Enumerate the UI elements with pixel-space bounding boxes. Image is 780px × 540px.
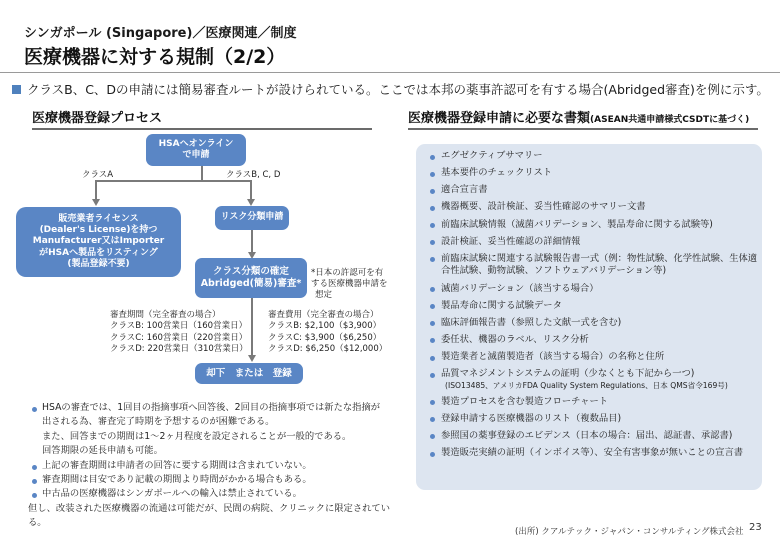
process-section-rule	[32, 128, 372, 130]
flow-box-class-a-listing: 販売業者ライセンス (Dealer's License)を持つ Manufacturer又はImporter がHSAへ製品をリスティング (製品登録不要)	[16, 207, 181, 277]
flow-box-risk-classification: リスク分類申請	[215, 206, 289, 230]
flow-box-reject-or-register: 却下 または 登録	[195, 363, 303, 384]
arrow-down-icon	[247, 199, 255, 206]
flow-connector	[251, 298, 253, 356]
branch-label-class-bcd: クラスB, C, D	[226, 170, 281, 180]
lead-text: クラスB、C、Dの申請には簡易審査ルートが設けられている。ここでは本邦の薬事許認可を有する場合(Abridged審査)を例に示す。	[12, 80, 769, 98]
document-item: 製品寿命に関する試験データ	[428, 300, 763, 313]
flow-connector	[95, 180, 251, 182]
document-item: 臨床評価報告書（参照した文献一式を含む)	[428, 317, 763, 330]
note-item: 中古品の医療機器はシンガポールへの輸入は禁止されている。	[30, 487, 400, 501]
document-item: 製造業者と滅菌製造者（該当する場合）の名称と住所	[428, 351, 763, 364]
note-continuation: 出される為、審査完了時期を予想するのが困難である。	[42, 416, 275, 428]
document-item: 機器概要、設計検証、妥当性確認のサマリー文書	[428, 201, 763, 214]
document-item: 前臨床試験に関連する試験報告書一式（例：物性試験、化学性試験、生体適合性試験、動物試験、ソフトウェアバリデーション等)	[428, 253, 763, 278]
qms-standards-note: (ISO13485、アメリカFDA Quality System Regulations、日本 QMS省令169号)	[445, 380, 728, 390]
documents-section-rule	[408, 128, 758, 130]
document-item: 前臨床試験情報（滅菌バリデーション、製品寿命に関する試験等)	[428, 219, 763, 232]
document-item: エグゼクティブサマリー	[428, 150, 763, 163]
abridged-footnote: *日本の許認可を有 する医療機器申請を 想定	[311, 268, 388, 301]
arrow-down-icon	[248, 355, 256, 362]
note-item: 審査期間は目安であり記載の期間より時間がかかる場合もある。	[30, 473, 400, 487]
document-item: 委任状、機器のラベル、リスク分析	[428, 334, 763, 347]
note-continuation: 但し、改装された医療機器の流通は可能だが、民間の病院、クリニックに限定されている。	[28, 502, 391, 529]
document-item: 参照国の薬事登録のエビデンス（日本の場合：届出、認証書、承認書)	[428, 430, 763, 443]
required-documents-list	[428, 150, 763, 464]
flow-connector	[250, 180, 252, 200]
document-item-qms: 品質マネジメントシステムの証明（少なくとも下記から一つ) (ISO13485、アメリカFDA Quality System Regulations、日本 QMS省令169号)	[428, 368, 763, 391]
title-divider	[0, 72, 780, 73]
note-continuation: また、回答までの期間は1～2ヶ月程度を設定されることが一般的である。	[42, 430, 352, 442]
breadcrumb: シンガポール (Singapore)／医療関連／制度	[24, 26, 297, 41]
flow-connector	[251, 230, 253, 253]
document-item: 基本要件のチェックリスト	[428, 167, 763, 180]
document-item: 登録申請する医療機器のリスト（複数品目)	[428, 413, 763, 426]
note-item: HSAの審査では、1回目の指摘事項へ回答後、2回目の指摘事項では新たな指摘が	[30, 401, 400, 415]
page-number: 23	[749, 522, 762, 533]
note-item: 上記の審査期間は申請者の回答に要する期間は含まれていない。	[30, 459, 400, 473]
review-fee-table: 審査費用（完全審査の場合） クラスB: $2,100（$3,900） クラスC: $3,900（$6,250） クラスD: $6,250（$12,000）	[268, 310, 388, 355]
document-item: 製造プロセスを含む製造フローチャート	[428, 396, 763, 409]
source-citation: (出所) クアルテック・ジャパン・コンサルティング株式会社	[515, 527, 744, 537]
flow-box-abridged-review: クラス分類の確定 Abridged(簡易)審査*	[195, 258, 307, 298]
process-section-title: 医療機器登録プロセス	[32, 111, 163, 126]
document-item: 設計検証、妥当性確認の詳細情報	[428, 236, 763, 249]
flow-connector	[201, 166, 203, 181]
square-bullet-icon	[12, 85, 21, 94]
process-notes	[30, 401, 400, 531]
arrow-down-icon	[92, 199, 100, 206]
flow-box-online-application: HSAへオンライン で申請	[146, 134, 246, 166]
flow-connector	[95, 180, 97, 200]
note-continuation: 回答期限の延長申請も可能。	[42, 445, 163, 457]
review-period-table: 審査期間（完全審査の場合） クラスB: 100営業日（160営業日） クラスC: 160営業日（220営業日） クラスD: 220営業日（310営業日）	[110, 310, 248, 355]
document-item: 適合宣言書	[428, 184, 763, 197]
document-item: 製造販売実績の証明（インボイス等）、安全有害事象が無いことの宣言書	[428, 447, 763, 460]
document-item: 滅菌バリデーション（該当する場合）	[428, 283, 763, 296]
documents-section-title: 医療機器登録申請に必要な書類(ASEAN共通申請様式CSDTに基づく)	[408, 111, 750, 126]
branch-label-class-a: クラスA	[82, 170, 114, 180]
page-title: 医療機器に対する規制（2/2）	[24, 46, 286, 68]
